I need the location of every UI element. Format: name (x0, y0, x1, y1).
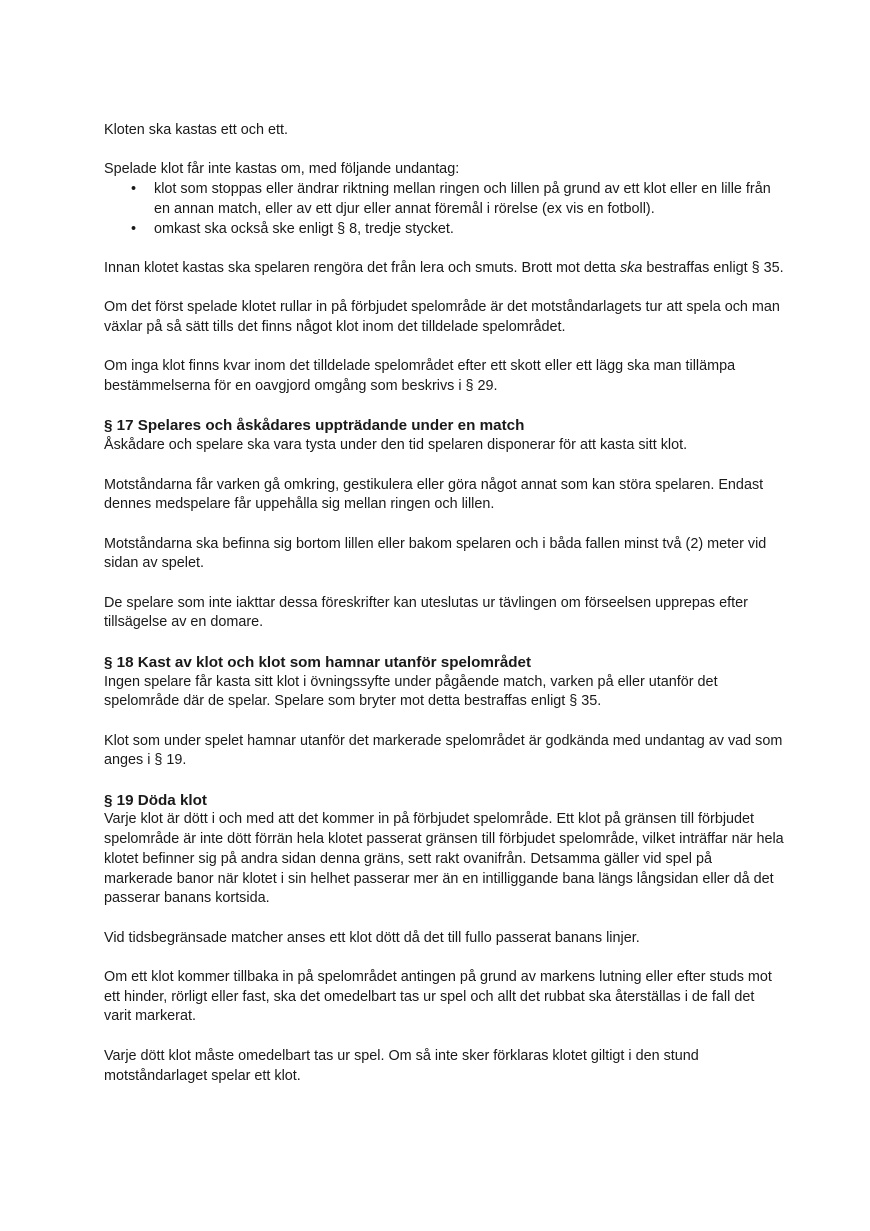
paragraph: Om inga klot finns kvar inom det tilldelade spelområdet efter ett skott eller ett lägg ska man tillämpa bestämmelserna för en oavgjord omgång som beskrivs i § 29. (104, 358, 736, 395)
paragraph-spacer (104, 948, 784, 968)
paragraph-spacer (104, 515, 784, 535)
paragraph: Om det först spelade klotet rullar in på förbjudet spelområde är det motståndarlagets tur att spela och man växlar på så sätt tills det finns något klot inom det tilldelade spelområdet. (104, 299, 780, 335)
paragraph-spacer (104, 771, 784, 791)
paragraph: Ingen spelare får kasta sitt klot i övningssyfte under pågående match, varken på eller utanför det spelområde där de spelar. Spelare som bryter mot detta bestraffas enligt § 35. (104, 673, 718, 710)
paragraph (104, 259, 784, 279)
paragraph: Kloten ska kastas ett och ett. (104, 122, 288, 138)
paragraph: Motståndarna får varken gå omkring, gestikulera eller göra något annat som kan störa spelaren. Endast dennes medspelare får uppehålla sig mellan ringen och lillen. (104, 476, 764, 513)
paragraph: Om ett klot kommer tillbaka in på spelområdet antingen på grund av markens lutning eller efter studs mot ett hinder, rörligt eller fast, ska det omedelbart tas ur spel och allt det rubbat ska återställas i de fall det varit markerat. (104, 969, 772, 1025)
paragraph-text: bestraffas enligt § 35. (642, 259, 784, 276)
paragraph-spacer (104, 1027, 784, 1047)
paragraph-spacer (104, 279, 784, 299)
paragraph: De spelare som inte iakttar dessa föreskrifter kan uteslutas ur tävlingen om förseelsen upprepas efter tillsägelse av en domare. (104, 594, 748, 631)
paragraph-spacer (104, 633, 784, 653)
paragraph-text: Innan klotet kastas ska spelaren rengöra det från lera och smuts. Brott mot detta (104, 259, 620, 276)
section-heading: § 17 Spelares och åskådares uppträdande under en match (104, 417, 525, 435)
paragraph: Spelade klot får inte kastas om, med följande undantag: (104, 161, 460, 178)
list-item: • omkast ska också ske enligt § 8, tredje stycket. (104, 220, 784, 240)
exception-list (104, 180, 784, 239)
paragraph-spacer (104, 338, 784, 358)
section-heading: § 18 Kast av klot och klot som hamnar utanför spelområdet (104, 653, 532, 671)
paragraph: Varje dött klot måste omedelbart tas ur spel. Om så inte sker förklaras klotet giltigt i den stund motståndarlaget spelar ett klot. (104, 1047, 699, 1084)
paragraph-spacer (104, 141, 784, 161)
paragraph-spacer (104, 456, 784, 476)
paragraph-spacer (104, 397, 784, 417)
paragraph: Vid tidsbegränsade matcher anses ett klot dött då det till fullo passerat banans linjer. (104, 929, 640, 946)
paragraph-spacer (104, 712, 784, 732)
paragraph: Motståndarna ska befinna sig bortom lillen eller bakom spelaren och i båda fallen minst två (2) meter vid sidan av spelet. (104, 535, 767, 572)
paragraph: Klot som under spelet hamnar utanför det markerade spelområdet är godkända med undantag av vad som anges i § 19. (104, 732, 783, 769)
paragraph: Varje klot är dött i och med att det kommer in på förbjudet spelområde. Ett klot på gränsen till förbjudet spelområde är inte dött förrän hela klotet passerat gränsen till förbjudet spelområde, vilket inträffar när hela klotet befinner sig på andra sidan denna gräns, sett rakt ovanifrån. Detsamma gäller vid spel på markerade banor när klotet i sin helhet passerar mer än en intilliggande bana längs långsidan eller då det passerar banans kortsida. (104, 811, 784, 907)
emphasis-text: ska (619, 259, 643, 276)
list-item: • klot som stoppas eller ändrar riktning mellan ringen och lillen på grund av ett klot eller en lille från en annan match, eller av ett djur eller annat föremål i rörelse (ex vis en fotboll). (104, 180, 784, 219)
section-heading: § 19 Döda klot (104, 791, 207, 809)
paragraph-spacer (104, 909, 784, 929)
paragraph: Åskådare och spelare ska vara tysta under den tid spelaren disponerar för att kasta sitt klot. (104, 437, 688, 454)
document-body (104, 121, 784, 1086)
paragraph-spacer (104, 574, 784, 594)
paragraph-spacer (104, 239, 784, 259)
